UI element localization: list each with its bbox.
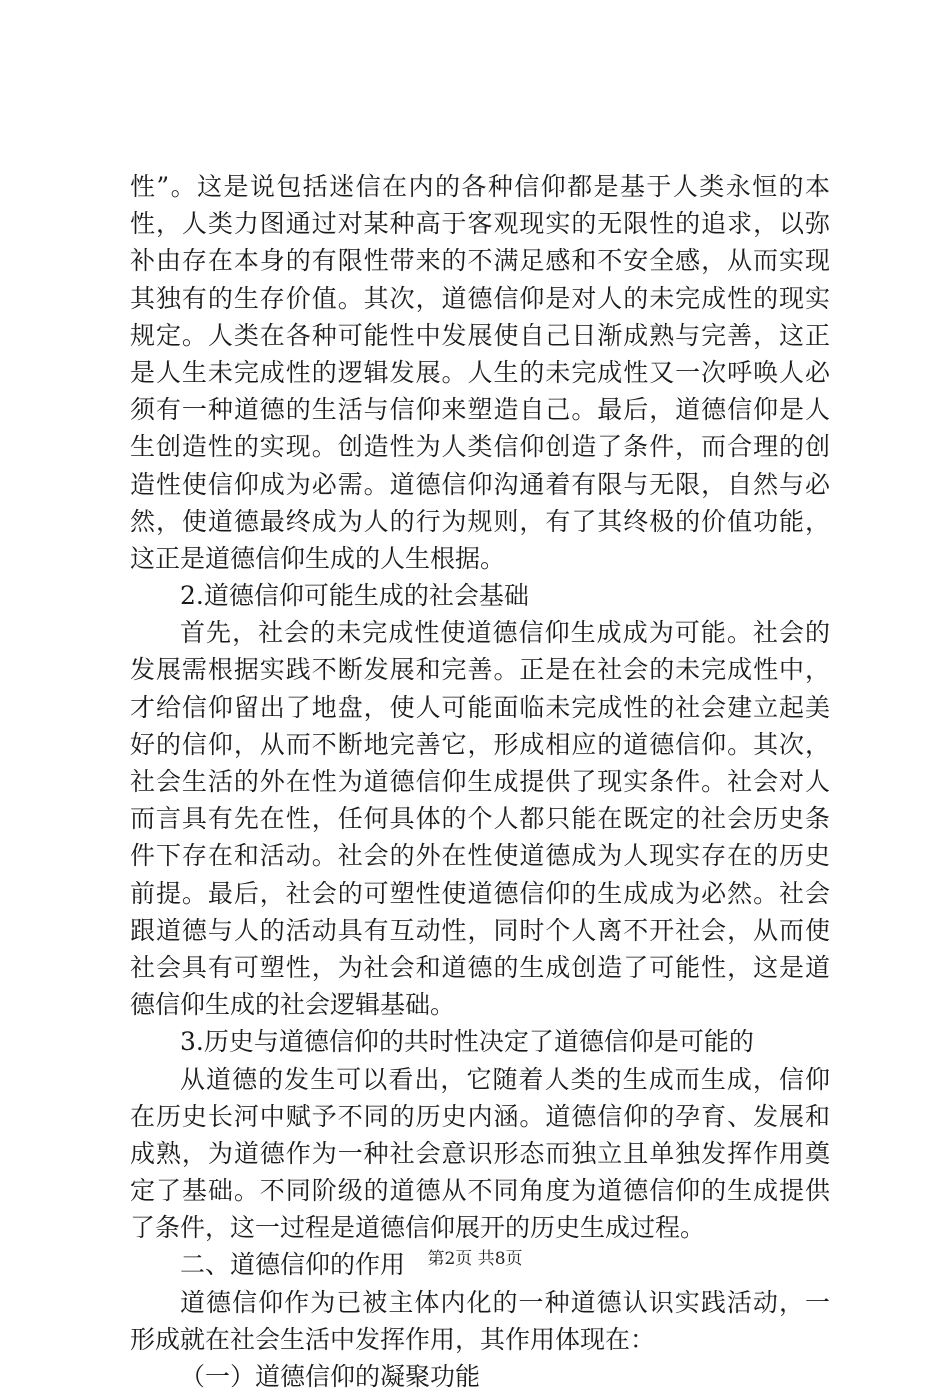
- text-line: 成熟，为道德作为一种社会意识形态而独立且单独发挥作用奠: [130, 1138, 830, 1168]
- text-line: 形成就在社会生活中发挥作用，其作用体现在：: [130, 1324, 656, 1354]
- text-line: 社会具有可塑性，为社会和道德的生成创造了可能性，这是道: [130, 952, 830, 982]
- text-line: 德信仰生成的社会逻辑基础。: [130, 990, 456, 1020]
- text-line: 首先，社会的未完成性使道德信仰生成成为可能。社会的: [180, 618, 830, 648]
- text-line: 性，人类力图通过对某种高于客观现实的无限性的追求，以弥: [130, 209, 830, 239]
- text-line: 是人生未完成性的逻辑发展。人生的未完成性又一次呼唤人必: [130, 357, 830, 387]
- page-number: 第2页 共8页: [427, 1249, 523, 1269]
- text-line: 件下存在和活动。社会的外在性使道德成为人现实存在的历史: [130, 841, 830, 871]
- text-line: 好的信仰，从而不断地完善它，形成相应的道德信仰。其次，: [130, 729, 830, 759]
- text-line: 发展需根据实践不断发展和完善。正是在社会的未完成性中，: [130, 655, 830, 685]
- text-line: 在历史长河中赋予不同的历史内涵。道德信仰的孕育、发展和: [130, 1101, 830, 1131]
- section-heading: 二、道德信仰的作用: [180, 1250, 406, 1280]
- text-line: 社会生活的外在性为道德信仰生成提供了现实条件。社会对人: [130, 767, 830, 796]
- text-line: 性”。这是说包括迷信在内的各种信仰都是基于人类永恒的本: [130, 172, 830, 201]
- text-line: 这正是道德信仰生成的人生根据。: [130, 543, 506, 573]
- text-line: 补由存在本身的有限性带来的不满足感和不安全感，从而实现: [130, 246, 830, 276]
- body-text: [130, 168, 830, 1395]
- text-line: 从道德的发生可以看出，它随着人类的生成而生成，信仰: [180, 1064, 830, 1094]
- text-line: 跟道德与人的活动具有互动性，同时个人离不开社会，从而使: [130, 915, 830, 945]
- text-line: 规定。人类在各种可能性中发展使自己日渐成熟与完善，这正: [130, 320, 830, 350]
- text-line: 定了基础。不同阶级的道德从不同角度为道德信仰的生成提供: [130, 1176, 830, 1206]
- text-line: 了条件，这一过程是道德信仰展开的历史生成过程。: [130, 1213, 706, 1243]
- section-heading: 2.道德信仰可能生成的社会基础: [180, 581, 529, 611]
- section-heading: 3.历史与道德信仰的共时性决定了道德信仰是可能的: [180, 1027, 754, 1057]
- text-line: 生创造性的实现。创造性为人类信仰创造了条件，而合理的创: [130, 432, 830, 462]
- text-line: 前提。最后，社会的可塑性使道德信仰的生成成为必然。社会: [130, 878, 830, 908]
- text-line: 道德信仰作为已被主体内化的一种道德认识实践活动，一: [180, 1287, 830, 1317]
- text-line: 须有一种道德的生活与信仰来塑造自己。最后，道德信仰是人: [130, 395, 830, 425]
- text-line: 其独有的生存价值。其次，道德信仰是对人的未完成性的现实: [130, 283, 830, 313]
- text-line: 造性使信仰成为必需。道德信仰沟通着有限与无限，自然与必: [130, 469, 830, 499]
- section-heading: （一）道德信仰的凝聚功能: [180, 1362, 481, 1391]
- text-line: 才给信仰留出了地盘，使人可能面临未完成性的社会建立起美: [130, 692, 830, 722]
- text-line: 而言具有先在性，任何具体的个人都只能在既定的社会历史条: [130, 804, 830, 834]
- text-line: 然，使道德最终成为人的行为规则，有了其终极的价值功能，: [130, 506, 830, 536]
